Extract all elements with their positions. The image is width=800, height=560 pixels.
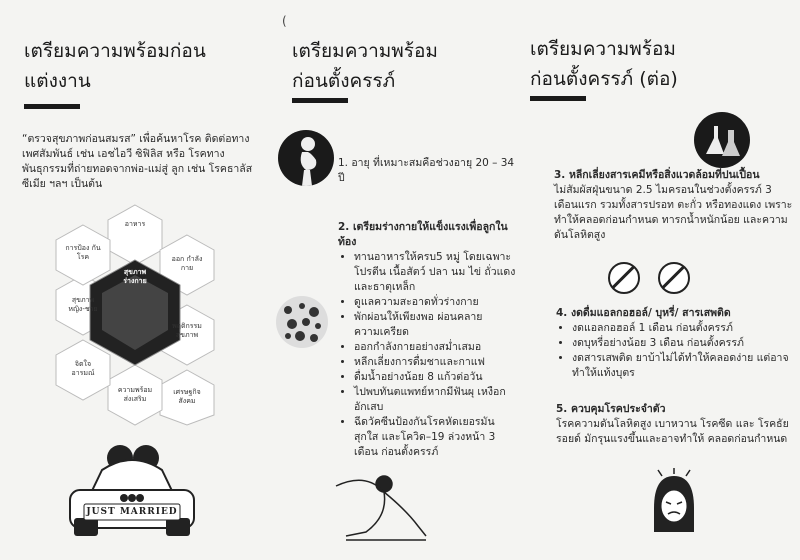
health-hexagon-diagram (50, 200, 220, 430)
item-chemicals (554, 168, 794, 243)
wedding-car-icon (62, 440, 202, 540)
hex-label-economy: เศรษฐกิจ สังคม (173, 388, 201, 405)
no-drugs-icon (658, 262, 690, 294)
column-wedding-prep (0, 0, 262, 560)
pregnant-silhouette-icon (278, 130, 334, 186)
hex-label-behavior: พฤติกรรม สุขภาพ (172, 322, 202, 339)
title-underline (292, 98, 348, 103)
item-chronic-disease-heading: 5. ควบคุมโรคประจำตัว (556, 403, 666, 415)
column-pre-pregnancy (262, 0, 524, 560)
title-pre-pregnancy (292, 36, 438, 96)
body-prep-list (338, 250, 520, 460)
premarital-checkup-text: “ตรวจสุขภาพก่อนสมรส” เพื่อค้นหาโรค ติดต่อทางเพศสัมพันธ์ เช่น เอชไอวี ซิฟิลิส หรือ โรคทางพันธุกรรมที่ถ่ายทอดจากพ่อ-แม่สู่ ลูก เช่น โรคธาลัสซีเมีย ฯลฯ เป็นต้น (22, 133, 253, 190)
yoga-woman-icon (326, 466, 436, 546)
hex-label-readiness: ความพร้อม ส่งเสริม (117, 386, 153, 403)
list-item: • ทานอาหารให้ครบ5 หมู่ โดยเฉพาะ โปรตีน เนื้อสัตว์ ปลา นม ไข่ ถั่วแดง และธาตุเหล็ก (354, 250, 520, 295)
hex-label-food: อาหาร (124, 220, 146, 228)
item-body-prep-heading: 2. เตรียมร่างกายให้แข็งแรงเพื่อลูกในท้อง (338, 221, 508, 248)
just-married-sign: JUST MARRIED (86, 507, 178, 517)
list-item: • ฉีดวัคซีนป้องกันโรคหัดเยอรมัน สุกใส และโควิด–19 ล่วงหน้า 3 เดือน ก่อนตั้งครรภ์ (354, 415, 520, 460)
list-item: • ไปพบทันตแพทย์หากมีฟันผุ เหงือก อักเสบ (354, 385, 520, 415)
title-pre-pregnancy-cont (530, 34, 678, 94)
title-underline (530, 96, 586, 101)
column-pre-pregnancy-cont (524, 0, 800, 560)
title-wedding-prep (24, 36, 206, 96)
title-line-1: เตรียมความพร้อม (292, 40, 438, 62)
title-line-2: ก่อนตั้งครรภ์ (292, 70, 396, 92)
scan-mark: ( (282, 14, 287, 28)
title-line-2: ก่อนตั้งครรภ์ (ต่อ) (530, 68, 678, 90)
stressed-woman-icon (644, 468, 704, 538)
title-line-1: เตรียมความพร้อม (530, 38, 676, 60)
item-chemicals-text: ไม่สัมผัสฝุ่นขนาด 2.5 ไมครอนในช่วงตั้งครรภ์ 3 เดือนแรก รวมทั้งสารปรอท ตะกั่ว หรือทองแดง เพราะทำให้คลอดก่อนกำหนด ทารกน้ำหนักน้อย และความดันโลหิตสูง (554, 184, 793, 241)
item-chemicals-heading: 3. หลีกเลี่ยงสารเคมีหรือสิ่งแวดล้อมที่ปนเปื้อน (554, 169, 760, 181)
title-line-1: เตรียมความพร้อมก่อน (24, 40, 206, 62)
title-line-2: แต่งงาน (24, 70, 91, 92)
hex-label-sexual-health: สุขภาพ หญิง-ชาย (68, 296, 98, 313)
item-chronic-disease (556, 402, 792, 447)
item-age: 1. อายุ ที่เหมาะสมคือช่วงอายุ 20 – 34 ปี (338, 157, 515, 184)
item-no-substances-heading: 4. งดดื่มแอลกอฮอล์/ บุหรี่/ สารเสพติด (556, 307, 731, 319)
title-underline (24, 104, 80, 109)
lab-flask-icon (694, 112, 750, 168)
list-item: • ดื่มน้ำอย่างน้อย 8 แก้วต่อวัน (354, 370, 520, 385)
list-item: • งดบุหรี่อย่างน้อย 3 เดือน ก่อนตั้งครรภ์ (572, 336, 792, 351)
list-item: • ออกกำลังกายอย่างสม่ำเสมอ (354, 340, 520, 355)
hex-label-mind: จิตใจ อารมณ์ (71, 360, 95, 377)
list-item: • งดสารเสพติด ยาบ้าไม่ได้ทำให้คลอดง่าย แต่อาจทำให้แท้งบุตร (572, 351, 792, 381)
food-pattern-icon (276, 296, 328, 348)
list-item: • งดแอลกอฮอล์ 1 เดือน ก่อนตั้งครรภ์ (572, 321, 792, 336)
hex-label-prevention: การป้อง กันโรค (65, 244, 101, 261)
list-item: • พักผ่อนให้เพียงพอ ผ่อนคลาย ความเครียด (354, 310, 520, 340)
list-item: • ดูแลความสะอาดทั่วร่างกาย (354, 295, 520, 310)
item-chronic-disease-text: โรคความดันโลหิตสูง เบาหวาน โรคซีด และ โรคธัยรอยด์ มักรุนแรงขึ้นและอาจทำให้ คลอดก่อนกำหนด (556, 418, 789, 445)
no-alcohol-icon (608, 262, 640, 294)
hex-label-exercise: ออก กำลังกาย (171, 255, 203, 272)
item-no-substances (556, 306, 792, 381)
item-body-prep (338, 220, 520, 460)
hex-label-center: สุขภาพ ร่างกาย (123, 268, 147, 285)
list-item: • หลีกเลี่ยงการดื่มชาและกาแฟ (354, 355, 520, 370)
no-substances-list (556, 321, 792, 381)
